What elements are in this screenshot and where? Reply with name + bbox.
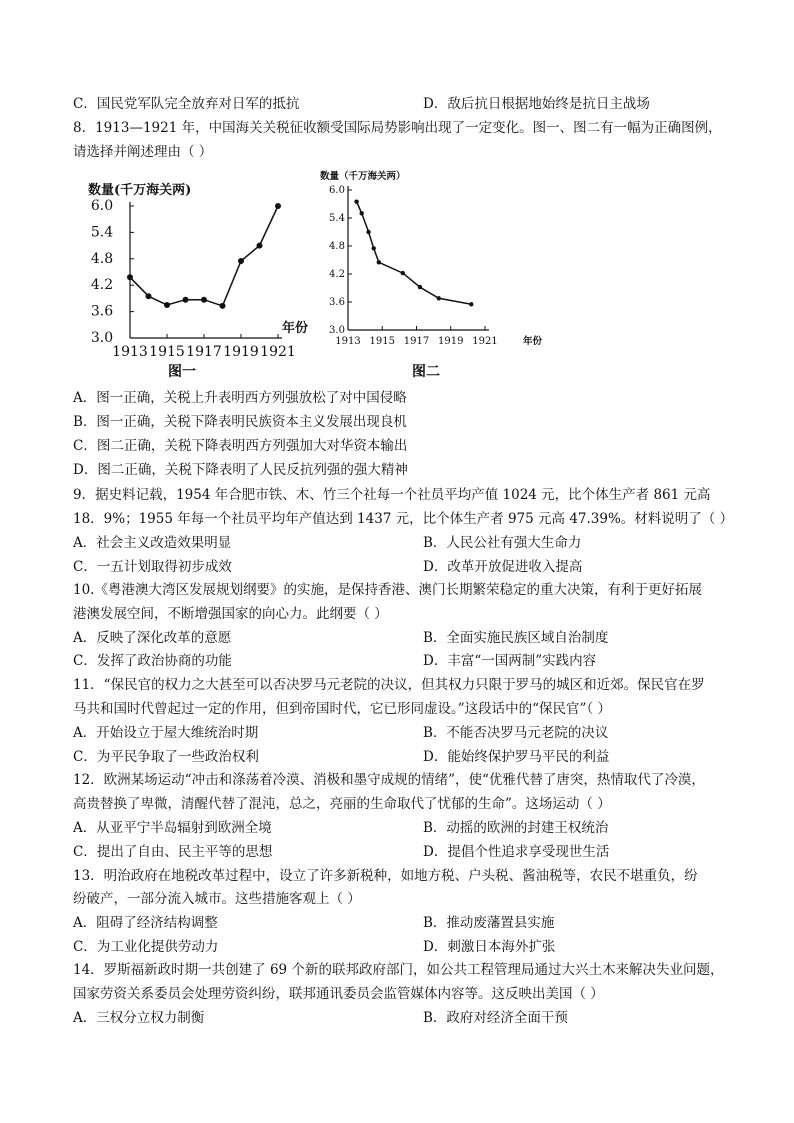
q8-charts bbox=[70, 168, 550, 383]
q9-options-row-1 bbox=[73, 533, 582, 553]
q12-option-b: B．动摇的欧洲的封建王权统治 bbox=[423, 820, 609, 836]
q12-option-c: C．提出了自由、民主平等的思想 bbox=[73, 844, 273, 860]
chart2-y-tick-label: 4.8 bbox=[329, 241, 345, 252]
chart1-data-point bbox=[183, 297, 189, 303]
q10-option-b: B．全面实施民族区域自治制度 bbox=[423, 630, 609, 646]
chart2-data-point bbox=[377, 260, 381, 264]
q11-option-a: A．开始设立于屋大维统治时期 bbox=[73, 725, 259, 741]
q13-option-a: A．阻碍了经济结构调整 bbox=[73, 915, 218, 931]
chart2-data-point bbox=[469, 302, 473, 306]
chart1-data-point bbox=[201, 297, 207, 303]
chart2-y-tick-label: 5.4 bbox=[329, 213, 345, 224]
q11-options-row-2 bbox=[73, 747, 610, 767]
q9-stem-2: 18．9%；1955 年每一个社员平均年产值达到 1437 元，比个体生产者 975 元高 47.39%。材料说明了（ ） bbox=[73, 511, 734, 527]
chart1-y-tick-label: 3.0 bbox=[90, 330, 114, 346]
chart2-x-tick-label: 1915 bbox=[369, 336, 395, 347]
q11-options-row-1 bbox=[73, 723, 609, 743]
chart2-y-tick-label: 3.6 bbox=[329, 297, 345, 308]
chart2-caption: 图二 bbox=[412, 364, 440, 380]
q10-stem-2: 港澳发展空间，不断增强国家的向心力。此纲要（ ） bbox=[73, 606, 388, 622]
q13-option-b: B．推动废藩置县实施 bbox=[423, 915, 555, 931]
chart2-y-tick-label: 4.2 bbox=[329, 269, 345, 280]
q12-stem-1: 12．欧洲某场运动“冲击和涤荡着冷漠、消极和墨守成规的情绪”，使“优雅代替了唐突，热情取代了冷漠， bbox=[73, 772, 705, 788]
chart1-y-axis-label: 数量(千万海关两) bbox=[88, 183, 192, 198]
chart1-x-tick-label: 1921 bbox=[260, 344, 296, 360]
q8-figures bbox=[70, 168, 550, 383]
chart1-x-axis-label: 年份 bbox=[282, 321, 309, 336]
chart2-data-point bbox=[360, 211, 364, 215]
q8-option-d: D．图二正确，关税下降表明了人民反抗列强的强大精神 bbox=[73, 462, 408, 478]
q13-stem-2: 纷破产，一部分流入城市。这些措施客观上（ ） bbox=[73, 891, 361, 907]
q10-option-a: A．反映了深化改革的意愿 bbox=[73, 630, 232, 646]
chart2-data-point bbox=[437, 296, 441, 300]
q12-option-a: A．从亚平宁半岛辐射到欧洲全境 bbox=[73, 820, 272, 836]
q11-option-c: C．为平民争取了一些政治权利 bbox=[73, 749, 259, 765]
q12-options-row-1 bbox=[73, 818, 609, 838]
q11-stem-2: 马共和国时代曾起过一定的作用，但到帝国时代，它已形同虚设。”这段话中的“保民官”（ ） bbox=[73, 701, 611, 717]
chart1-y-tick-label: 6.0 bbox=[90, 198, 114, 214]
chart1-y-tick-label: 4.2 bbox=[90, 277, 114, 294]
chart2-y-axis-label: 数量（千万海关两） bbox=[320, 171, 406, 182]
chart1-x-tick-label: 1917 bbox=[186, 344, 222, 360]
q11-option-d: D．能始终保护罗马平民的利益 bbox=[423, 749, 610, 765]
chart2-series-line bbox=[357, 202, 472, 305]
q11-stem-1: 11．“保民官的权力之大甚至可以否决罗马元老院的决议，但其权力只限于罗马的城区和近郊。保民官在罗 bbox=[73, 677, 705, 693]
chart1-data-point bbox=[257, 243, 263, 249]
chart1-data-point bbox=[238, 258, 244, 264]
chart1-series-line bbox=[130, 206, 278, 306]
q7-option-d: D．敌后抗日根据地始终是抗日主战场 bbox=[423, 96, 650, 112]
chart2-data-point bbox=[354, 199, 358, 203]
q12-options-row-2 bbox=[73, 842, 610, 862]
q14-option-a: A．三权分立权力制衡 bbox=[73, 1010, 205, 1026]
chart2-y-tick-label: 6.0 bbox=[329, 185, 345, 196]
chart2-x-tick-label: 1921 bbox=[472, 336, 498, 347]
chart1-data-point bbox=[275, 203, 281, 209]
q13-options-row-2 bbox=[73, 937, 556, 957]
q10-stem-1: 10.《粤港澳大湾区发展规划纲要》的实施，是保持香港、澳门长期繁荣稳定的重大决策，有利于更好拓展 bbox=[73, 582, 702, 598]
chart1-y-tick-label: 5.4 bbox=[90, 224, 114, 241]
chart2-data-point bbox=[418, 285, 422, 289]
q10-option-d: D．丰富“一国两制”实践内容 bbox=[423, 653, 597, 669]
q9-options-row-2 bbox=[73, 557, 583, 577]
q8-stem-2: 请选择并阐述理由（ ） bbox=[73, 144, 213, 160]
chart2-x-tick-label: 1913 bbox=[335, 336, 361, 347]
chart1-data-point bbox=[127, 274, 133, 280]
q14-options-row-1 bbox=[73, 1008, 568, 1028]
q8-stem-1: 8．1913—1921 年，中国海关关税征收额受国际局势影响出现了一定变化。图一、图二有一幅为正确图例， bbox=[73, 120, 722, 136]
q9-option-d: D．改革开放促进收入提高 bbox=[423, 559, 583, 575]
q8-option-a: A．图一正确，关税上升表明西方列强放松了对中国侵略 bbox=[73, 390, 407, 406]
q7-options-row bbox=[73, 94, 650, 114]
chart2-x-tick-label: 1919 bbox=[438, 336, 464, 347]
q12-option-d: D．提倡个性追求享受现世生活 bbox=[423, 844, 610, 860]
q14-option-b: B．政府对经济全面干预 bbox=[423, 1010, 568, 1026]
chart2-data-point bbox=[401, 271, 405, 275]
q9-option-c: C．一五计划取得初步成效 bbox=[73, 559, 232, 575]
chart2-data-point bbox=[371, 246, 375, 250]
chart1-data-point bbox=[220, 303, 226, 309]
q10-option-c: C．发挥了政治协商的功能 bbox=[73, 653, 232, 669]
q10-options-row-1 bbox=[73, 628, 609, 648]
q9-option-a: A．社会主义改造效果明显 bbox=[73, 535, 232, 551]
chart1-x-tick-label: 1915 bbox=[149, 344, 185, 360]
chart2-x-tick-label: 1917 bbox=[403, 336, 430, 347]
chart1-data-point bbox=[164, 302, 170, 308]
q13-option-c: C．为工业化提供劳动力 bbox=[73, 939, 219, 955]
q10-options-row-2 bbox=[73, 651, 597, 671]
chart1-data-point bbox=[146, 293, 152, 299]
chart2-x-axis-label: 年份 bbox=[523, 336, 543, 347]
q9-option-b: B．人民公社有强大生命力 bbox=[423, 535, 582, 551]
chart1-y-tick-label: 4.8 bbox=[90, 250, 114, 267]
q13-options-row-1 bbox=[73, 913, 555, 933]
q11-option-b: B．不能否决罗马元老院的决议 bbox=[423, 725, 609, 741]
q14-stem-2: 国家劳资关系委员会处理劳资纠纷，联邦通讯委员会监管媒体内容等。这反映出美国（ ） bbox=[73, 986, 604, 1002]
q13-stem-1: 13．明治政府在地税改革过程中，设立了许多新税种，如地方税、户头税、酱油税等，农民不堪重负，纷 bbox=[73, 868, 698, 884]
q12-stem-2: 高贵替换了卑微，清醒代替了混沌，总之，亮丽的生命取代了忧郁的生命”。这场运动（ ） bbox=[73, 796, 611, 812]
chart1-x-tick-label: 1913 bbox=[112, 344, 148, 360]
q8-option-c: C．图二正确，关税下降表明西方列强加大对华资本输出 bbox=[73, 438, 408, 454]
chart2-y-tick-label: 3.0 bbox=[329, 325, 345, 336]
q7-option-c: C．国民党军队完全放弃对日军的抵抗 bbox=[73, 96, 300, 112]
q14-stem-1: 14．罗斯福新政时期一共创建了 69 个新的联邦政府部门，如公共工程管理局通过大兴土木来解决失业问题， bbox=[73, 962, 724, 978]
chart1-y-tick-label: 3.6 bbox=[90, 303, 114, 320]
chart1-caption: 图一 bbox=[168, 364, 196, 380]
q9-stem-1: 9．据史料记载，1954 年合肥市铁、木、竹三个社每一个社员平均产值 1024 元，比个体生产者 861 元高 bbox=[73, 487, 711, 503]
chart1-x-tick-label: 1919 bbox=[223, 344, 259, 360]
q8-option-b: B．图一正确，关税下降表明民族资本主义发展出现良机 bbox=[73, 414, 407, 430]
q13-option-d: D．刺激日本海外扩张 bbox=[423, 939, 556, 955]
chart2-data-point bbox=[366, 230, 370, 234]
